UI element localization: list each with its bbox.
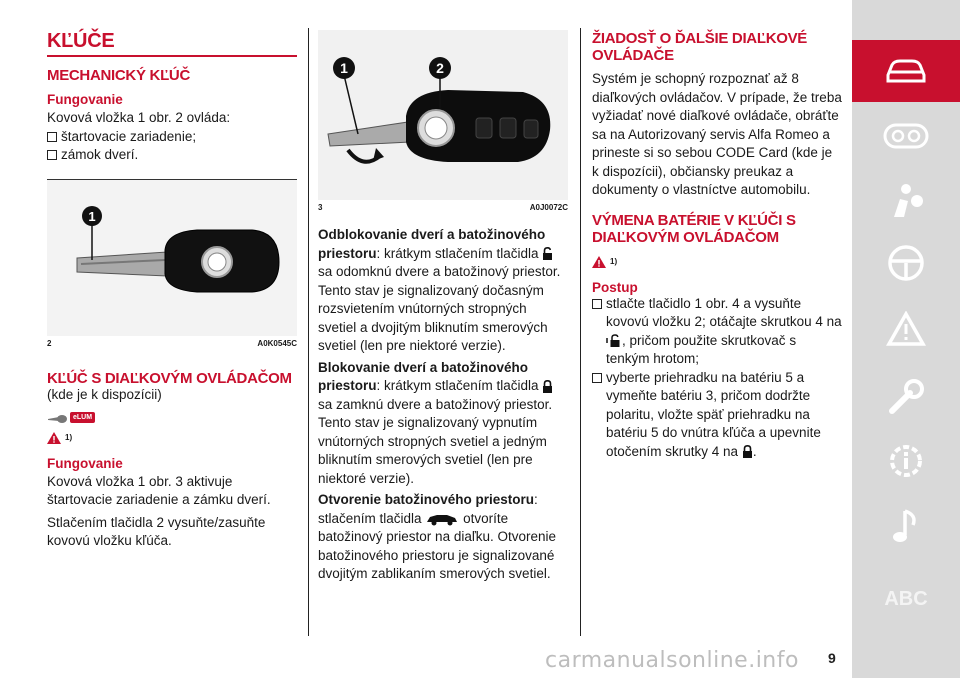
figure-marker-1: 1 [340,60,348,76]
warning-triangle-icon [47,432,61,444]
warning-reference: 1) [47,432,297,444]
page-number: 9 [828,650,836,666]
info-gear-icon [886,441,926,481]
sidebar-item-multimedia[interactable] [852,496,960,558]
sidebar-item-instruments[interactable] [852,105,960,167]
functioning-text-1: Kovová vložka 1 obr. 2 ovláda: [47,110,231,125]
warning-icon [886,311,926,347]
figure-3-caption: 3 A0J0072C [318,203,568,212]
procedure-title: Postup [592,279,638,295]
warning-triangle-icon [592,256,606,268]
lock-icon [542,380,553,393]
figure-2-mechanical-key [47,180,297,336]
functioning-title-1: Fungovanie [47,92,123,107]
functioning-text-2: Kovová vložka 1 obr. 3 aktivuje štartovacie zariadenie a zámku dverí. [47,473,271,507]
list-item: štartovacie zariadenie; [47,128,297,147]
remote-key-illustration [318,30,568,200]
unlock-rotate-icon [606,334,622,348]
figure-3-remote-key [318,30,568,200]
availability-note: (kde je k dispozícii) [47,386,162,402]
sidebar-item-emergency[interactable] [852,298,960,360]
svg-text:1: 1 [88,208,96,224]
sidebar-item-maintenance[interactable] [852,366,960,428]
column-2 [318,30,568,584]
trunk-heading: Otvorenie batožinového priestoru [318,492,535,507]
list-item: vyberte priehradku na batériu 5 a vymeňte batériu 3, pričom dodržte polaritu, vložte späť priehradku na batériu 5 do vnútra kľúča a upevnite otočením skrutky 4 na . [592,369,842,462]
checkbox-bullet-icon [592,373,602,383]
battery-replace-title: VÝMENA BATÉRIE V KĽÚČI S DIAĽKOVÝM OVLÁDAČOM [592,211,796,246]
sidebar-item-index[interactable] [852,568,960,630]
lock-heading: Blokovanie dverí a batožinového priestoru [318,359,529,393]
car-icon [884,57,928,85]
column-3 [592,30,842,461]
dashboard-gauges-icon [883,123,929,149]
unlock-heading: Odblokovanie dverí a batožinového priestoru [318,227,546,261]
key-icon [47,412,67,424]
request-remote-text: Systém je schopný rozpoznať až 8 diaľkových ovládačov. V prípade, že treba vyžiadať nové diaľkové ovládače, obráťte sa na Autorizovaný servis Alfa Romeo a prineste si so sebou CODE Card (kde je k dispozícii), občiansky preukaz a dokumenty o vlastníctve automobilu. [592,71,842,197]
mechanical-key-title: MECHANICKÝ KĽÚČ [47,67,190,84]
mechanical-key-illustration [47,180,297,336]
trunk-paragraph: Otvorenie batožinového priestoru: stlačením tlačidla otvoríte batožinový priestor na diaľku. Otvorenie batožinového priestoru je signalizované dvojitým zablikaním smerových svetiel. [318,492,557,581]
steering-wheel-icon [886,243,926,283]
sidebar-item-technical-data[interactable] [852,430,960,492]
column-divider-1 [308,28,309,636]
lock-paragraph: Blokovanie dverí a batožinového priestoru: krátkym stlačením tlačidla sa zamknú dvere a batožinový priestor. Tento stav je signalizovaný vypnutím vnútorných stropných svetiel a jedným bliknutím smerových svetiel (len pre niektoré verzie). [318,359,553,486]
wrench-icon [886,377,926,417]
watermark: carmanualsonline.info [545,648,799,673]
sidebar-item-driving[interactable] [852,232,960,294]
functioning-title-2: Fungovanie [47,455,123,471]
checkbox-bullet-icon [592,299,602,309]
index-label: ABC [884,587,928,610]
checkbox-bullet-icon [47,150,57,160]
elum-badge [47,412,297,424]
sidebar-item-safety[interactable] [852,170,960,232]
section-title-keys: KĽÚČE [47,30,115,52]
unlock-paragraph: Odblokovanie dverí a batožinového priestoru: krátkym stlačením tlačidla sa odomknú dvere a batožinový priestor. Tento stav je signalizovaný dočasným rozsvietením vnútorných stropných svetiel a dvojitým bliknutím smerových svetiel (len pre niektoré verzie). [318,227,561,353]
airbag-passenger-icon [886,181,926,221]
chapter-sidebar [852,0,960,678]
lock-icon [742,445,753,458]
elum-label: eLUM [70,412,95,423]
figure-2-caption: 2 A0K0545C [47,338,297,348]
figure-marker-2: 2 [436,60,444,76]
functioning-text-3: Stlačením tlačidla 2 vysuňte/zasuňte kovovú vložku kľúča. [47,514,266,548]
column-divider-2 [580,28,581,636]
unlock-icon [542,247,553,260]
request-remote-title: ŽIADOSŤ O ĎALŠIE DIAĽKOVÉ OVLÁDAČE [592,30,808,64]
remote-key-title: KĽÚČ S DIAĽKOVÝM OVLÁDAČOM [47,369,292,387]
trunk-car-icon [425,512,459,526]
list-item: stlačte tlačidlo 1 obr. 4 a vysuňte kovovú vložku 2; otáčajte skrutkou 4 na , pričom použite skrutkovač s tenkým hrotom; [592,295,842,369]
sidebar-item-vehicle[interactable] [852,40,960,102]
list-item: zámok dverí. [47,146,297,165]
checkbox-bullet-icon [47,132,57,142]
column-1 [47,30,297,551]
title-underline [47,55,297,57]
music-note-icon [891,507,921,547]
warning-reference: 1) [592,256,842,268]
